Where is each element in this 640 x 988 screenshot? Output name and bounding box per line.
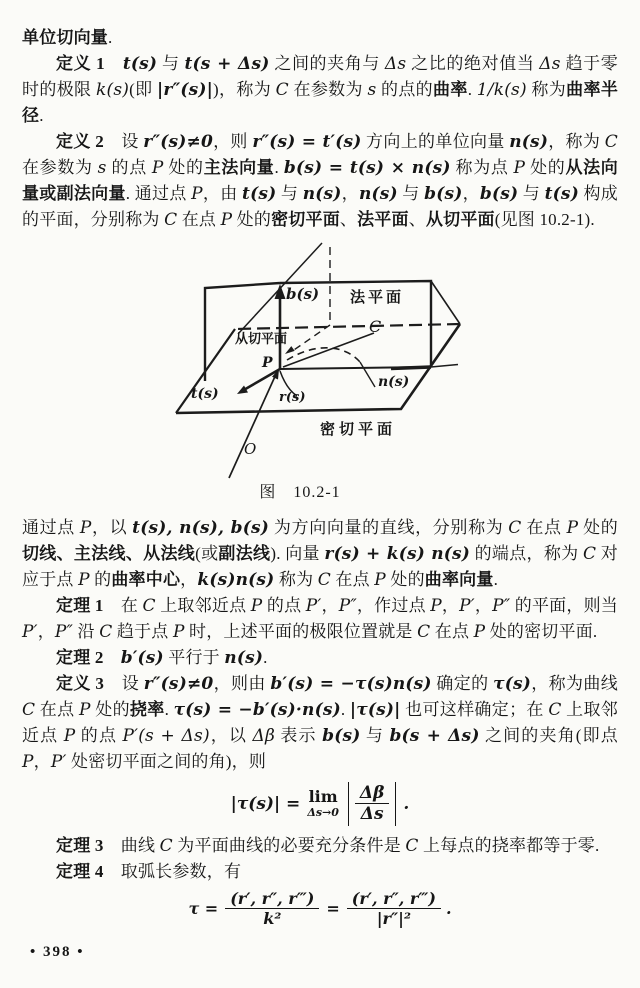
- paragraph: [22, 671, 618, 775]
- text-run: τ(s): [493, 674, 532, 694]
- text-run: 的点: [75, 726, 123, 745]
- text-run: t(s), n(s), b(s): [132, 518, 270, 538]
- text-run: P′: [305, 596, 322, 616]
- osculating-plane-label: 密切平面: [320, 422, 397, 438]
- text-run: 在点: [177, 210, 221, 229]
- text-run: ，则由: [213, 674, 271, 693]
- text-run: 称为点: [450, 158, 514, 177]
- text-run: 定理 3: [56, 835, 104, 855]
- equals-sign: =: [326, 898, 340, 918]
- text-run: 称为: [274, 570, 318, 589]
- figure-10-2-1: [138, 241, 558, 481]
- text-run: b(s + Δs): [389, 726, 480, 746]
- text-run: C: [164, 210, 178, 230]
- text-run: P′: [459, 596, 475, 616]
- fraction-numerator: Δβ: [355, 783, 389, 804]
- text-run: 在点: [35, 700, 80, 719]
- paragraph: [22, 593, 618, 645]
- text-run: r″(s)≠0: [143, 132, 213, 152]
- formula-period: .: [403, 793, 410, 814]
- text-run: b′(s): [120, 648, 164, 668]
- text-run: C: [508, 518, 522, 538]
- text-run: 在参数为: [288, 80, 368, 99]
- text-run: ). 向量: [270, 544, 325, 563]
- text-run: 、: [339, 210, 358, 229]
- text-run: P: [566, 518, 579, 538]
- text-run: 称为: [526, 80, 567, 99]
- text-run: 定理 2: [56, 648, 104, 667]
- text-run: 设: [103, 132, 144, 151]
- normal-plane-label: 法平面: [350, 290, 405, 306]
- text-run: 的: [89, 570, 112, 589]
- text-run: ，: [33, 752, 51, 771]
- text-run: P: [78, 570, 90, 590]
- text-run: P: [79, 700, 91, 720]
- text-run: 在参数为: [22, 158, 98, 177]
- fraction-numerator: (r′, r″, r‴): [347, 889, 441, 909]
- absolute-value-bars: [348, 782, 396, 826]
- figure-caption: 图 10.2-1: [259, 484, 341, 501]
- text-run: .: [493, 570, 499, 589]
- text-run: 与: [397, 184, 425, 203]
- text-run: ，: [321, 596, 339, 615]
- text-run: 取弧长参数，有: [103, 861, 242, 881]
- text-run: P: [513, 158, 526, 178]
- text-run: b(s): [479, 184, 519, 204]
- text-run: τ(s) = −b′(s)·n(s): [173, 700, 341, 720]
- text-run: 处的密切平面.: [485, 622, 598, 641]
- text-run: 趋于点: [112, 622, 173, 641]
- radius-vector-line: [229, 372, 277, 478]
- text-run: 为方向向量的直线，分别称为: [269, 518, 509, 537]
- text-run: P: [374, 570, 386, 590]
- text-run: ，称为: [548, 132, 605, 151]
- text-run: 单位切向量: [22, 28, 108, 47]
- paragraph: [22, 51, 618, 129]
- principal-normal-line-bold: [391, 367, 431, 369]
- text-run: 从法向量或副法向量: [22, 158, 619, 203]
- text-run: P″: [338, 596, 357, 616]
- text-run: 的点的: [376, 80, 434, 99]
- text-run: P: [430, 596, 442, 616]
- point-p-label: P: [262, 355, 273, 371]
- text-run: 处的: [232, 210, 272, 229]
- text-run: .: [108, 28, 113, 47]
- text-run: 切线、主法线、从法线: [22, 544, 196, 563]
- text-run: n(s): [358, 184, 398, 204]
- delta-fraction: [355, 783, 389, 825]
- text-run: C: [405, 835, 419, 856]
- text-run: 也可这样确定；在: [400, 700, 549, 719]
- text-run: 与: [157, 54, 185, 73]
- text-run: (见图 10.2-1).: [494, 210, 595, 229]
- second-fraction: [347, 889, 441, 928]
- text-run: C: [548, 700, 562, 720]
- text-run: P: [151, 158, 164, 178]
- text-run: 之比的绝对值当: [406, 54, 540, 73]
- text-run: 与: [518, 184, 545, 203]
- osculating-plane-back-edge-dashed: [235, 324, 460, 329]
- text-run: ，: [180, 570, 198, 589]
- text-run: r(s) + k(s) n(s): [324, 544, 471, 564]
- text-run: 、: [408, 210, 426, 229]
- frenet-frame-figure: [138, 241, 558, 481]
- text-run: 挠率: [129, 700, 165, 719]
- text-run: P′: [22, 622, 38, 642]
- text-run: t(s + Δs): [184, 54, 270, 74]
- text-run: .: [467, 80, 477, 99]
- text-run: s: [97, 158, 107, 178]
- principal-normal-label: n(s): [378, 374, 410, 390]
- text-run: 从切平面: [425, 210, 495, 229]
- text-run: 之间的夹角与: [269, 54, 385, 73]
- text-run: 的点: [262, 596, 306, 615]
- normal-plane-corner-edge: [431, 281, 460, 324]
- limit-operator: [307, 789, 339, 818]
- text-run: ，则: [212, 132, 253, 151]
- text-run: P′: [50, 752, 67, 772]
- text-run: |τ(s)|: [349, 700, 401, 720]
- text-run: 上取邻近点: [22, 700, 618, 745]
- text-run: Δs: [539, 54, 561, 74]
- text-run: Δs: [384, 54, 407, 74]
- text-block-top: [22, 25, 618, 233]
- text-run: 处密切平面之间的角)，则: [66, 752, 267, 771]
- text-run: 定义 2: [56, 132, 104, 151]
- curve-label: C: [369, 317, 382, 336]
- text-run: C: [317, 570, 331, 590]
- text-run: (或: [195, 544, 219, 563]
- text-run: 定义 1: [56, 54, 105, 73]
- text-run: [105, 54, 123, 73]
- text-run: b(s): [424, 184, 463, 204]
- text-run: ，: [341, 184, 359, 203]
- text-run: 主法向量: [203, 158, 275, 177]
- text-run: b(s): [322, 726, 361, 746]
- text-run: 时，上述平面的极限位置就是: [184, 622, 418, 641]
- text-run: 与: [276, 184, 303, 203]
- principal-normal-line-extension: [431, 365, 458, 368]
- text-run: .: [263, 648, 268, 667]
- text-run: 1/k(s): [476, 80, 527, 100]
- binormal-arrowhead: [275, 284, 286, 299]
- text-run: 处的: [525, 158, 566, 177]
- text-run: ，作过点: [356, 596, 431, 615]
- fraction-denominator: Δs: [360, 804, 384, 825]
- text-run: (即: [129, 80, 158, 99]
- text-run: [104, 648, 121, 667]
- text-run: b′(s) = −τ(s)n(s): [270, 674, 432, 694]
- text-run: t(s): [122, 54, 158, 74]
- lim-word: lim: [308, 787, 338, 807]
- paragraph: [22, 645, 618, 671]
- text-run: n(s): [509, 132, 549, 152]
- text-run: 在点: [521, 518, 567, 537]
- text-run: r″(s)≠0: [143, 674, 214, 694]
- binormal-label: b(s): [286, 285, 320, 303]
- text-run: P′(s + Δs): [122, 726, 210, 746]
- text-run: 平行于: [163, 648, 225, 667]
- text-run: 曲率向量: [424, 570, 494, 589]
- tangent-label: t(s): [191, 386, 219, 402]
- text-run: 通过点: [22, 518, 80, 537]
- rectifying-plane-label: 从切平面: [235, 331, 288, 346]
- text-run: 处的: [163, 158, 204, 177]
- text-run: 之间的夹角(即点: [479, 726, 618, 745]
- paragraph: [22, 129, 618, 233]
- text-run: 的平面，则当: [510, 596, 619, 615]
- paragraph: [22, 515, 618, 593]
- text-run: 法平面: [357, 210, 409, 229]
- text-run: P: [172, 622, 185, 642]
- text-run: k(s): [95, 80, 130, 100]
- text-block-theorems: [22, 833, 618, 885]
- text-run: 设: [104, 674, 144, 693]
- text-run: ，: [474, 596, 493, 615]
- text-run: 上取邻近点: [155, 596, 251, 615]
- text-run: C: [22, 700, 36, 720]
- text-run: 与: [360, 726, 390, 745]
- text-run: n(s): [302, 184, 342, 204]
- fraction-denominator: k²: [263, 908, 282, 928]
- text-run: ，由: [202, 184, 243, 203]
- text-run: .: [39, 106, 44, 125]
- fraction-denominator: |r″|²: [376, 908, 411, 928]
- text-run: t(s): [242, 184, 277, 204]
- text-run: .: [340, 700, 350, 719]
- text-run: 定理 1: [56, 596, 104, 615]
- text-run: 方向上的单位向量: [361, 132, 510, 151]
- text-run: P: [220, 210, 233, 230]
- tangent-arrowhead: [237, 386, 248, 395]
- curve-direction-arrowhead: [285, 346, 295, 354]
- text-run: P: [22, 752, 34, 772]
- text-run: C: [583, 544, 597, 564]
- page-number: • 398 •: [30, 944, 85, 960]
- text-run: 处的: [90, 700, 130, 719]
- text-run: P: [79, 518, 92, 538]
- formula-period: .: [445, 898, 452, 918]
- text-run: 密切平面: [271, 210, 340, 229]
- text-run: P: [473, 622, 486, 642]
- text-run: 的端点，称为: [470, 544, 584, 563]
- text-run: ，以: [209, 726, 253, 745]
- text-run: .: [274, 158, 284, 177]
- paragraph: [22, 833, 618, 859]
- radius-vector-label: r(s): [279, 390, 306, 405]
- text-run: t(s): [544, 184, 579, 204]
- formula-lhs: |τ(s)| =: [230, 793, 301, 814]
- curve-dashed-arc: [287, 348, 360, 362]
- text-run: 在: [103, 596, 143, 615]
- text-run: P: [250, 596, 263, 616]
- text-run: P″: [54, 622, 74, 642]
- text-run: C: [142, 596, 156, 616]
- text-run: 曲率中心: [111, 570, 181, 589]
- text-run: b(s) = t(s) × n(s): [283, 158, 451, 178]
- torsion-formula: [22, 889, 618, 928]
- text-run: 的点: [106, 158, 152, 177]
- text-run: n(s): [224, 648, 264, 668]
- text-run: k(s)n(s): [197, 570, 275, 590]
- text-run: )，称为: [213, 80, 276, 99]
- text-run: C: [99, 622, 113, 642]
- paragraph: [22, 859, 618, 885]
- first-fraction: [225, 889, 319, 928]
- text-run: ，: [441, 596, 460, 615]
- text-run: C: [159, 835, 173, 856]
- text-run: P: [191, 184, 203, 204]
- text-run: ，称为曲线: [531, 674, 618, 693]
- text-run: 定义 3: [56, 674, 105, 693]
- fraction-numerator: (r′, r″, r‴): [225, 889, 319, 909]
- text-run: ，: [462, 184, 480, 203]
- text-run: 为平面曲线的必要充分条件是: [172, 835, 406, 855]
- text-run: 曲率半径: [22, 80, 619, 125]
- torsion-limit-formula: [22, 782, 618, 826]
- text-run: s: [367, 80, 377, 100]
- text-run: 在点: [430, 622, 474, 641]
- text-run: . 通过点: [125, 184, 192, 203]
- formula-lhs: τ =: [188, 898, 219, 918]
- text-run: 构成的平面，分别称为: [22, 184, 618, 229]
- text-run: 上每点的挠率都等于零.: [418, 835, 600, 855]
- text-run: ，: [37, 622, 55, 641]
- text-run: 副法线: [218, 544, 271, 563]
- text-run: P″: [492, 596, 511, 616]
- text-run: 曲率: [433, 80, 468, 99]
- text-run: 处的: [385, 570, 425, 589]
- curve-arc-tail: [360, 362, 375, 387]
- origin-label: O: [244, 440, 257, 458]
- text-run: P: [63, 726, 76, 746]
- text-run: 表示: [274, 726, 323, 745]
- text-run: 趋于零时的极限: [22, 54, 618, 99]
- paragraph: [22, 25, 618, 51]
- text-run: |r″(s)|: [157, 80, 214, 100]
- text-run: C: [275, 80, 289, 100]
- text-run: 对应于点: [22, 544, 618, 589]
- text-run: 在点: [330, 570, 375, 589]
- text-run: 确定的: [431, 674, 494, 693]
- lim-subscript: Δs→0: [307, 806, 339, 820]
- text-run: 定理 4: [56, 861, 104, 881]
- text-run: C: [604, 132, 618, 152]
- text-run: r″(s) = t′(s): [252, 132, 362, 152]
- text-run: 沿: [73, 622, 100, 641]
- text-run: ，以: [91, 518, 133, 537]
- text-run: 处的: [578, 518, 619, 537]
- text-run: .: [164, 700, 174, 719]
- text-run: C: [417, 622, 431, 642]
- text-run: 曲线: [103, 835, 160, 855]
- text-run: Δβ: [252, 726, 275, 746]
- text-block-mid: [22, 515, 618, 775]
